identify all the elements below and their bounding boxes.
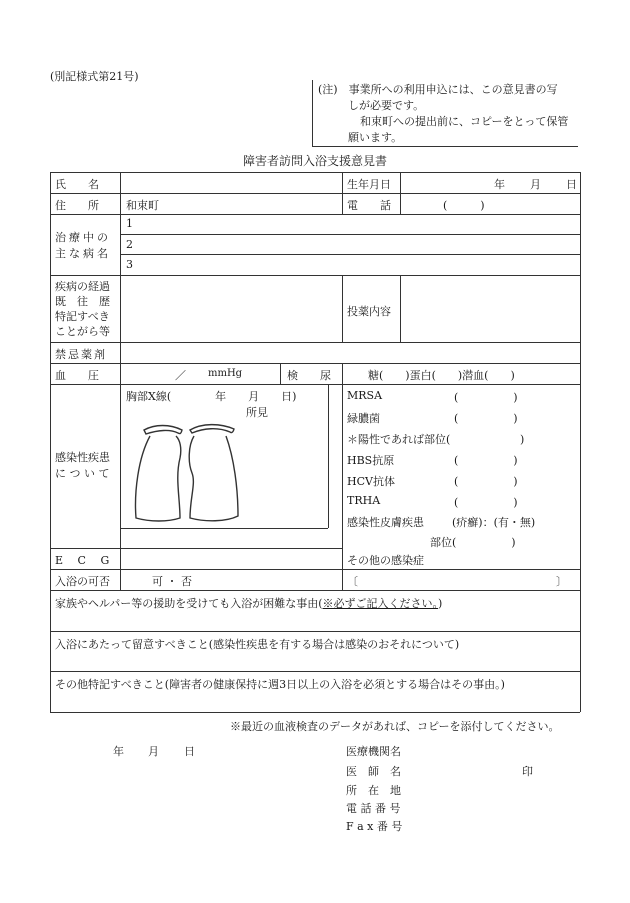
infection-hcv-label: HCV抗体: [347, 475, 395, 488]
address-value[interactable]: 和束町: [126, 199, 159, 212]
birth-year: 年: [494, 178, 505, 191]
bath-value[interactable]: 可 ・ 否: [152, 575, 192, 588]
footer-doctor: 医 師 名: [346, 765, 401, 778]
address-label: 住 所: [55, 199, 99, 212]
infection-hbs-value[interactable]: ( ): [454, 454, 518, 467]
name-field[interactable]: [124, 174, 338, 192]
phone-label: 電 話: [347, 199, 391, 212]
bp-label: 血 圧: [55, 369, 99, 382]
disease-num-3: 3: [126, 258, 133, 271]
lung-diagram-icon: [130, 418, 260, 528]
footer-seal: 印: [522, 765, 533, 778]
footer-address: 所 在 地: [346, 784, 401, 797]
blood-test-note: ※最近の血液検査のデータがあれば、コピーを添付してください。: [230, 720, 560, 733]
skin-site-value[interactable]: 部位( ): [430, 536, 516, 549]
birth-label: 生年月日: [347, 178, 391, 191]
birth-day: 日: [566, 178, 577, 191]
ecg-label: E C G: [55, 554, 110, 567]
other-infection-label: その他の感染症: [347, 554, 424, 567]
medication-label: 投薬内容: [347, 305, 391, 318]
footer-date-year: 年: [113, 745, 124, 758]
phone-value[interactable]: ( ): [443, 199, 485, 212]
infection-label: 感染性疾患 に つ い て: [55, 451, 110, 480]
note-box: [318, 82, 580, 146]
page-title: 障害者訪問入浴支援意見書: [242, 154, 387, 168]
disease-num-2: 2: [126, 238, 133, 251]
disease-num-1: 1: [126, 217, 133, 230]
xray-label: 胸部X線( 年 月 日): [126, 390, 297, 403]
bath-label: 入浴の可否: [55, 575, 110, 588]
urine-value: 糖( )蛋白( )潜血( ): [368, 369, 515, 382]
infection-mrsa-value[interactable]: ( ): [454, 391, 518, 404]
footer-institution: 医療機関名: [346, 745, 401, 758]
note-line-2: しが必要です。: [348, 99, 425, 112]
infection-mrsa-label: MRSA: [347, 389, 383, 402]
infection-pseudomonas-value[interactable]: ( ): [454, 412, 518, 425]
infection-hcv-value[interactable]: ( ): [454, 475, 518, 488]
xray-findings-label: 所見: [246, 406, 268, 419]
note-line-4: 願います。: [348, 131, 403, 144]
note-line-1: (注) 事業所への利用申込には、この意見書の写: [318, 83, 558, 96]
infection-pseudomonas-label: 緑膿菌: [347, 412, 380, 425]
bp-unit: mmHg: [208, 368, 243, 379]
infection-trha-value[interactable]: ( ): [454, 496, 518, 509]
family-reason-label: 家族やヘルパー等の援助を受けても入浴が困難な事由(※必ずご記入ください。): [55, 597, 443, 610]
form-number: (別記様式第21号): [50, 70, 139, 83]
skin-disease-value[interactable]: (疥癬)：(有・無): [452, 516, 536, 529]
infection-hbs-label: HBS抗原: [347, 454, 395, 467]
urine-label: 検 尿: [287, 369, 331, 382]
footer-fax: F a x 番 号: [346, 820, 403, 833]
infection-trha-label: TRHA: [347, 494, 381, 507]
disease-label: 治療中の 主な病名: [55, 231, 111, 260]
footer-date-day: 日: [184, 745, 195, 758]
bp-separator: ／: [175, 369, 186, 382]
infection-positive-site-value[interactable]: ): [465, 433, 525, 446]
birth-month: 月: [530, 178, 541, 191]
other-bracket-close: 〕: [556, 575, 567, 588]
footer-phone: 電 話 番 号: [346, 802, 401, 815]
note-line-3: 和束町への提出前に、コピーをとって保管: [360, 115, 569, 128]
other-notes-label: その他特記すべきこと(障害者の健康保持に週3日以上の入浴を必須とする場合はその事由。): [55, 678, 505, 691]
history-label: 疾病の経過 既 往 歴 特記すべき ことがら等: [55, 280, 110, 338]
skin-disease-label: 感染性皮膚疾患: [347, 516, 424, 529]
contraindicated-label: 禁忌薬剤: [55, 348, 107, 361]
footer-date-month: 月: [148, 745, 159, 758]
infection-positive-site-label: ＊陽性であれば部位(: [347, 433, 451, 446]
name-label: 氏 名: [55, 178, 99, 191]
other-bracket-open: 〔: [347, 575, 358, 588]
bath-notes-label: 入浴にあたって留意すべきこと(感染性疾患を有する場合は感染のおそれについて): [55, 638, 460, 651]
